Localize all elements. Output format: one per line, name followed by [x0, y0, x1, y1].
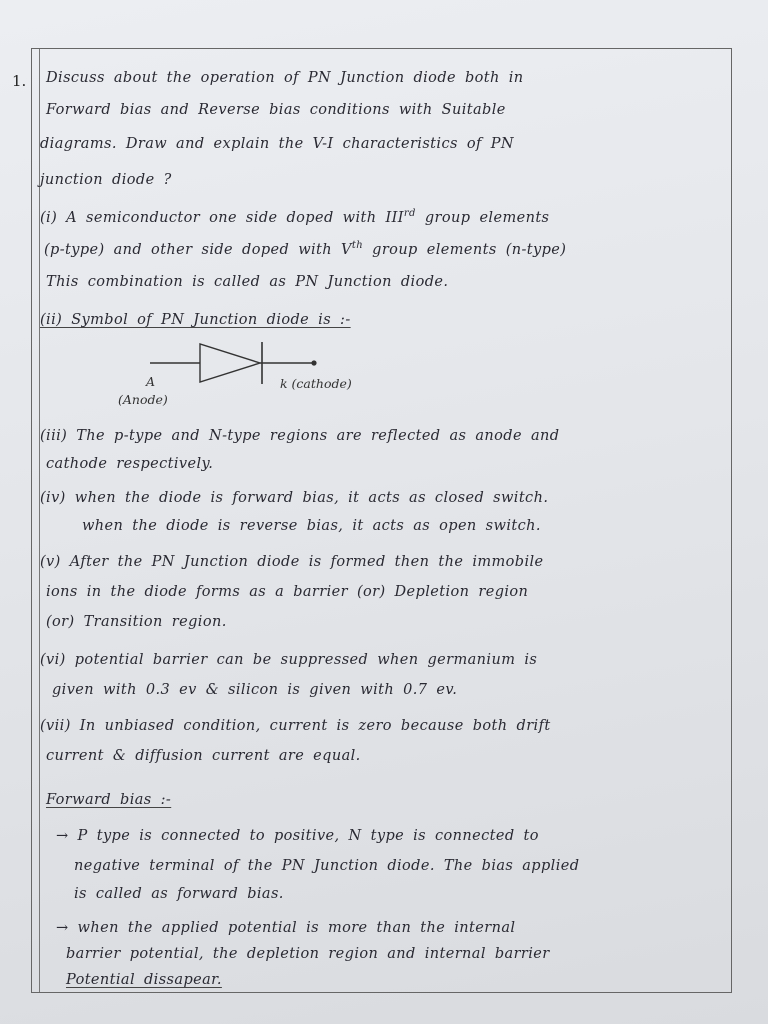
forward-bias-heading: Forward bias :-: [46, 792, 172, 808]
point-i-superscript: rd: [403, 208, 416, 219]
question-line-1: Discuss about the operation of PN Junction diode both in: [46, 70, 524, 86]
question-line-2: Forward bias and Reverse bias conditions with Suitable: [46, 102, 506, 118]
point-v-line-3: (or) Transition region.: [46, 614, 227, 630]
point-i2-text-b: group elements (n-type): [372, 241, 567, 258]
point-i-line-1: [40, 208, 549, 226]
point-i-text-a: (i) A semiconductor one side doped with III: [40, 209, 404, 226]
point-i-line-3: This combination is called as PN Junction diode.: [46, 274, 449, 290]
forward-bias-line-3: is called as forward bias.: [74, 886, 284, 902]
point-v-line-1: (v) After the PN Junction diode is formed then the immobile: [40, 554, 544, 570]
point-vi-line-1: (vi) potential barrier can be suppressed when germanium is: [40, 652, 538, 668]
margin-line: [39, 49, 40, 992]
point-i2-superscript: th: [351, 240, 364, 251]
point-iv-line-1: (iv) when the diode is forward bias, it acts as closed switch.: [40, 490, 549, 506]
point-i-text-b: group elements: [424, 209, 550, 226]
anode-letter: A: [146, 374, 156, 389]
forward-bias-line-5: barrier potential, the depletion region and internal barrier: [66, 946, 550, 962]
point-vii-line-2: current & diffusion current are equal.: [46, 748, 361, 764]
cathode-terminal-dot: [311, 360, 316, 365]
point-vi-line-2: given with 0.3 ev & silicon is given with 0.7 ev.: [52, 682, 458, 698]
cathode-label: k (cathode): [280, 376, 352, 391]
question-number: 1.: [12, 72, 27, 90]
forward-bias-line-6: Potential dissapear.: [66, 972, 222, 988]
point-iii-line-2: cathode respectively.: [46, 456, 214, 472]
forward-bias-line-4: → when the applied potential is more than the internal: [56, 920, 516, 936]
point-vii-line-1: (vii) In unbiased condition, current is zero because both drift: [40, 718, 551, 734]
point-i2-text-a: (p-type) and other side doped with V: [44, 241, 352, 258]
diode-triangle: [200, 344, 260, 382]
anode-label: (Anode): [118, 392, 168, 407]
question-line-4: junction diode ?: [40, 172, 172, 188]
point-i-line-2: [44, 240, 566, 258]
point-ii-symbol-heading: (ii) Symbol of PN Junction diode is :-: [40, 312, 351, 328]
point-v-line-2: ions in the diode forms as a barrier (or) Depletion region: [46, 584, 529, 600]
forward-bias-line-1: → P type is connected to positive, N type is connected to: [56, 828, 539, 844]
point-iv-line-2: when the diode is reverse bias, it acts as open switch.: [82, 518, 541, 534]
question-line-3: diagrams. Draw and explain the V-I characteristics of PN: [40, 136, 514, 152]
forward-bias-line-2: negative terminal of the PN Junction diode. The bias applied: [74, 858, 580, 874]
point-iii-line-1: (iii) The p-type and N-type regions are reflected as anode and: [40, 428, 560, 444]
